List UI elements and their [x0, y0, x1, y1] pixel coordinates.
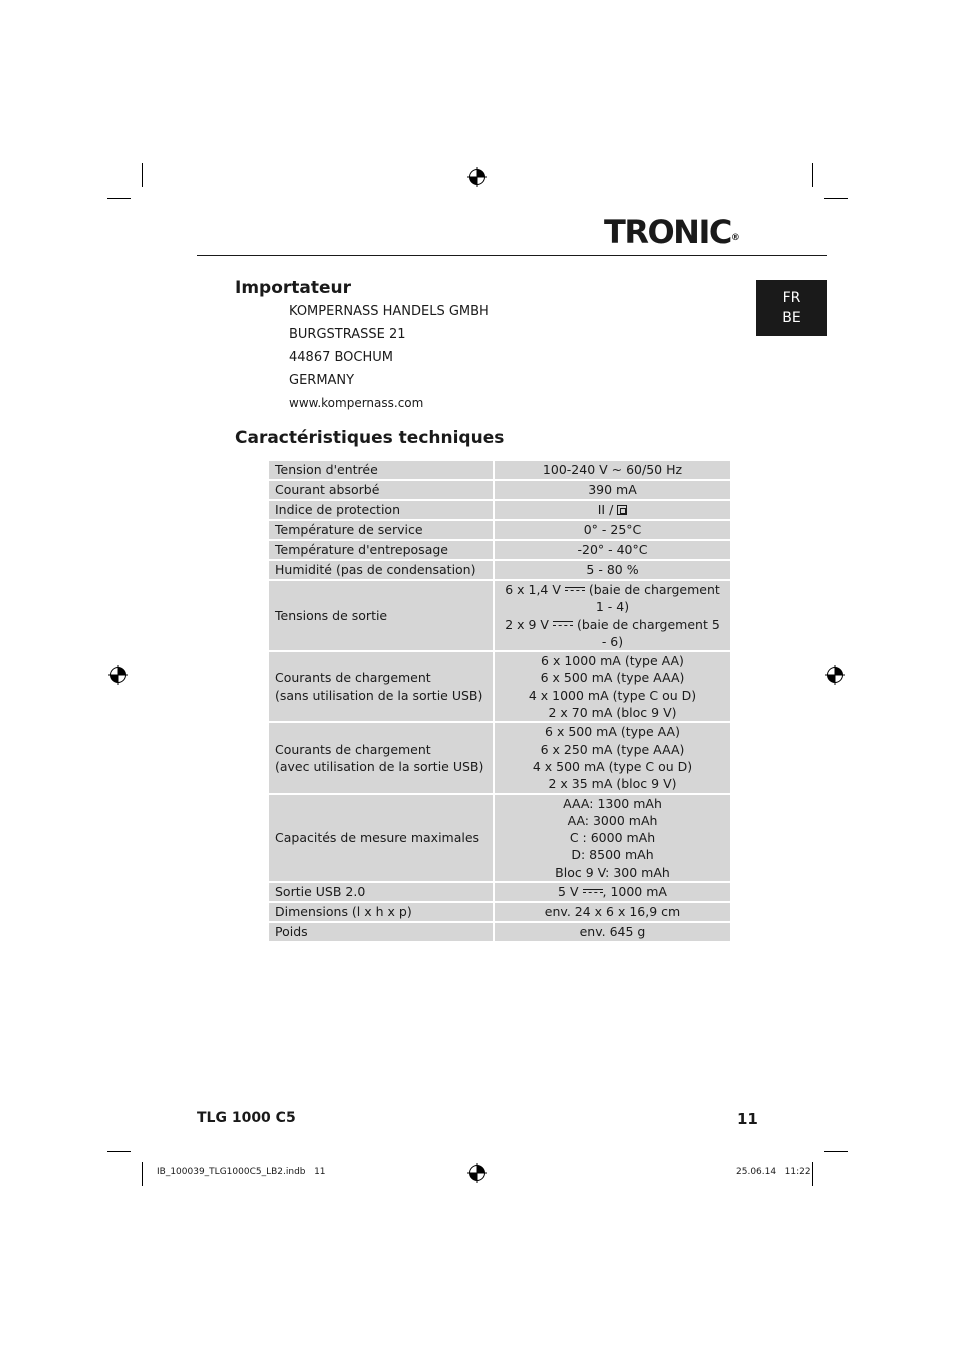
value-line: C : 6000 mAh	[569, 830, 656, 846]
value-line: D: 8500 mAh	[571, 847, 654, 863]
spec-value	[494, 722, 731, 793]
value-voltage: 5 V	[558, 884, 579, 900]
registration-mark-icon	[467, 167, 487, 187]
value-line	[501, 581, 724, 616]
language-code-fr: FR	[782, 290, 801, 306]
value-line	[501, 616, 724, 651]
value-voltage: 2 x 9 V	[505, 616, 549, 632]
dc-symbol-icon	[583, 889, 603, 895]
language-tab	[756, 280, 827, 336]
dc-symbol-icon	[565, 587, 585, 593]
print-slug-file: IB_100039_TLG1000C5_LB2.indb 11	[157, 1167, 326, 1177]
value-voltage: 6 x 1,4 V	[505, 582, 561, 597]
address-line: BURGSTRASSE 21	[289, 327, 406, 342]
crop-mark	[142, 1162, 143, 1186]
protection-class-icon	[617, 505, 627, 515]
language-code-be: BE	[782, 310, 801, 326]
table-row	[268, 651, 731, 722]
value-current: , 1000 mA	[602, 884, 667, 900]
spec-label: Température d'entreposage	[268, 540, 494, 560]
table-row	[268, 882, 731, 902]
spec-value: env. 24 x 6 x 16,9 cm	[494, 902, 731, 922]
table-row	[268, 500, 731, 520]
registration-mark-icon	[467, 1163, 487, 1183]
spec-label: Poids	[268, 922, 494, 942]
spec-value: -20° - 40°C	[494, 540, 731, 560]
print-slug-date: 25.06.14 11:22	[736, 1167, 811, 1177]
table-row	[268, 922, 731, 942]
crop-mark	[812, 163, 813, 187]
spec-value	[494, 500, 731, 520]
spec-label: Tension d'entrée	[268, 460, 494, 480]
spec-value	[494, 580, 731, 651]
importer-website: www.kompernass.com	[289, 396, 424, 410]
table-row	[268, 722, 731, 793]
label-line: (avec utilisation de la sortie USB)	[275, 758, 484, 774]
spec-value	[494, 651, 731, 722]
specs-table	[267, 459, 732, 943]
spec-label: Humidité (pas de condensation)	[268, 560, 494, 580]
value-line: 2 x 35 mA (bloc 9 V)	[548, 776, 677, 792]
spec-value: env. 645 g	[494, 922, 731, 942]
specs-heading: Caractéristiques techniques	[235, 428, 505, 448]
spec-label: Dimensions (l x h x p)	[268, 902, 494, 922]
registration-mark-icon	[825, 665, 845, 685]
crop-mark	[824, 1151, 848, 1152]
spec-value: 5 - 80 %	[494, 560, 731, 580]
spec-label: Indice de protection	[268, 500, 494, 520]
value-note: (baie de chargement 1 - 4)	[588, 582, 720, 615]
spec-value: 0° - 25°C	[494, 520, 731, 540]
address-line: GERMANY	[289, 373, 355, 388]
value-line: 6 x 500 mA (type AAA)	[540, 670, 685, 686]
table-row	[268, 540, 731, 560]
protection-class-text: II /	[597, 502, 614, 518]
spec-value: 100-240 V ~ 60/50 Hz	[494, 460, 731, 480]
value-line: AAA: 1300 mAh	[563, 795, 662, 811]
value-line: 4 x 500 mA (type C ou D)	[532, 758, 693, 774]
importer-address	[289, 300, 489, 415]
header-rule	[197, 255, 827, 256]
label-line: Courants de chargement	[275, 670, 431, 686]
table-row	[268, 460, 731, 480]
spec-label: Sortie USB 2.0	[268, 882, 494, 902]
spec-label: Tensions de sortie	[268, 580, 494, 651]
spec-label: Capacités de mesure maximales	[268, 794, 494, 882]
value-line: 2 x 70 mA (bloc 9 V)	[548, 705, 677, 721]
value-line: 6 x 250 mA (type AAA)	[540, 741, 685, 757]
table-row	[268, 794, 731, 882]
table-row	[268, 560, 731, 580]
spec-label	[268, 722, 494, 793]
value-line: Bloc 9 V: 300 mAh	[555, 864, 670, 880]
importer-heading: Importateur	[235, 278, 352, 298]
table-row	[268, 480, 731, 500]
value-line: 4 x 1000 mA (type C ou D)	[528, 687, 697, 703]
footer-model: TLG 1000 C5	[197, 1110, 296, 1126]
address-line: KOMPERNASS HANDELS GMBH	[289, 304, 489, 319]
spec-label: Température de service	[268, 520, 494, 540]
value-line: 6 x 500 mA (type AA)	[545, 724, 680, 740]
registration-mark-icon	[108, 665, 128, 685]
crop-mark	[812, 1162, 813, 1186]
crop-mark	[824, 198, 848, 199]
value-line: 6 x 1000 mA (type AA)	[541, 653, 684, 669]
spec-value: 390 mA	[494, 480, 731, 500]
spec-value	[494, 794, 731, 882]
page-number: 11	[737, 1110, 758, 1128]
spec-label: Courant absorbé	[268, 480, 494, 500]
dc-symbol-icon	[553, 621, 573, 627]
label-line: Courants de chargement	[275, 741, 431, 757]
table-row	[268, 902, 731, 922]
label-line: (sans utilisation de la sortie USB)	[275, 687, 483, 703]
spec-value	[494, 882, 731, 902]
table-row	[268, 520, 731, 540]
crop-mark	[107, 198, 131, 199]
registered-mark: ®	[730, 233, 740, 243]
table-row	[268, 580, 731, 651]
brand-logo-text: TRONIC	[604, 213, 731, 251]
crop-mark	[142, 163, 143, 187]
crop-mark	[107, 1151, 131, 1152]
brand-logo	[604, 212, 740, 252]
address-line: 44867 BOCHUM	[289, 350, 393, 365]
value-line: AA: 3000 mAh	[567, 812, 658, 828]
value-note: (baie de chargement 5 - 6)	[576, 616, 720, 649]
spec-label	[268, 651, 494, 722]
